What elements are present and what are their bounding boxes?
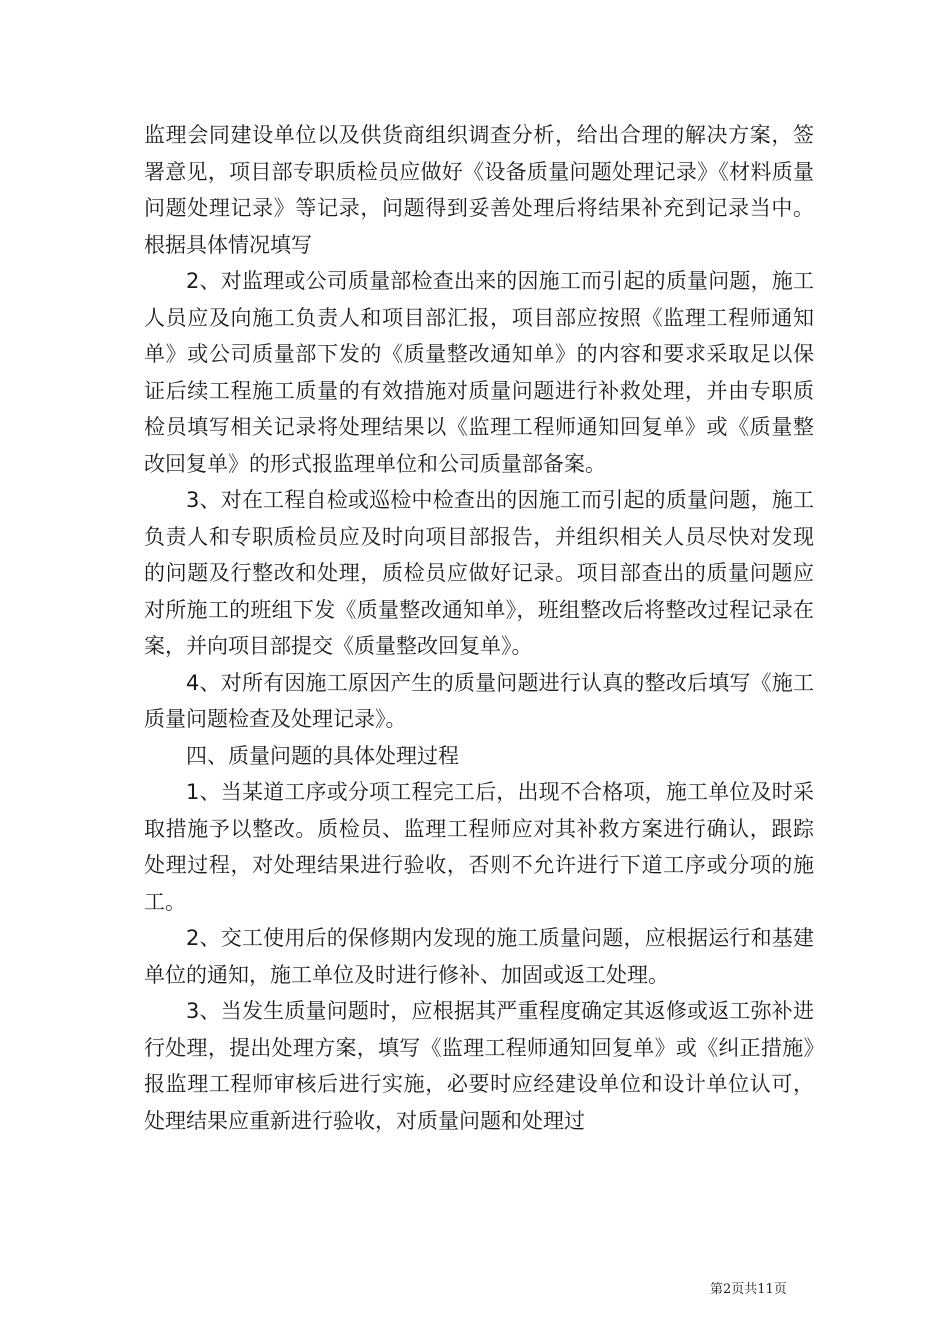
paragraph-process-2: 2、交工使用后的保修期内发现的施工质量问题，应根据运行和基建单位的通知，施工单位及时进行修补、加固或返工处理。 [144, 926, 814, 987]
section-heading: 四、质量问题的具体处理过程 [186, 743, 459, 768]
paragraph-continued: 监理会同建设单位以及供货商组织调查分析，给出合理的解决方案，签署意见，项目部专职质检员应做好《设备质量问题处理记录》《材料质量问题处理记录》等记录，问题得到妥善处理后将结果补充到记录当中。根据具体情况填写 [144, 123, 814, 257]
document-body [144, 117, 814, 1139]
paragraph-item-3: 3、对在工程自检或巡检中检查出的因施工而引起的质量问题，施工负责人和专职质检员应及时向项目部报告，并组织相关人员尽快对发现的问题及行整改和处理，质检员应做好记录。项目部查出的质量问题应对所施工的班组下发《质量整改通知单》，班组整改后将整改过程记录在案，并向项目部提交《质量整改回复单》。 [144, 488, 814, 658]
paragraph-process-3: 3、当发生质量问题时，应根据其严重程度确定其返修或返工弥补进行处理，提出处理方案，填写《监理工程师通知回复单》或《纠正措施》报监理工程师审核后进行实施，必要时应经建设单位和设计单位认可，处理结果应重新进行验收，对质量问题和处理过 [144, 999, 814, 1133]
paragraph-process-1: 1、当某道工序或分项工程完工后，出现不合格项，施工单位及时采取措施予以整改。质检员、监理工程师应对其补救方案进行确认，跟踪处理过程，对处理结果进行验收，否则不允许进行下道工序或分项的施工。 [144, 780, 814, 914]
paragraph-item-4: 4、对所有因施工原因产生的质量问题进行认真的整改后填写《施工质量问题检查及处理记录》。 [144, 670, 814, 731]
page-number: 第2页共11页 [710, 1282, 787, 1297]
paragraph-item-2: 2、对监理或公司质量部检查出来的因施工而引起的质量问题，施工人员应及向施工负责人和项目部汇报，项目部应按照《监理工程师通知单》或公司质量部下发的《质量整改通知单》的内容和要求采取足以保证后续工程施工质量的有效措施对质量问题进行补救处理，并由专职质检员填写相关记录将处理结果以《监理工程师通知回复单》或《质量整改回复单》的形式报监理单位和公司质量部备案。 [144, 269, 814, 476]
